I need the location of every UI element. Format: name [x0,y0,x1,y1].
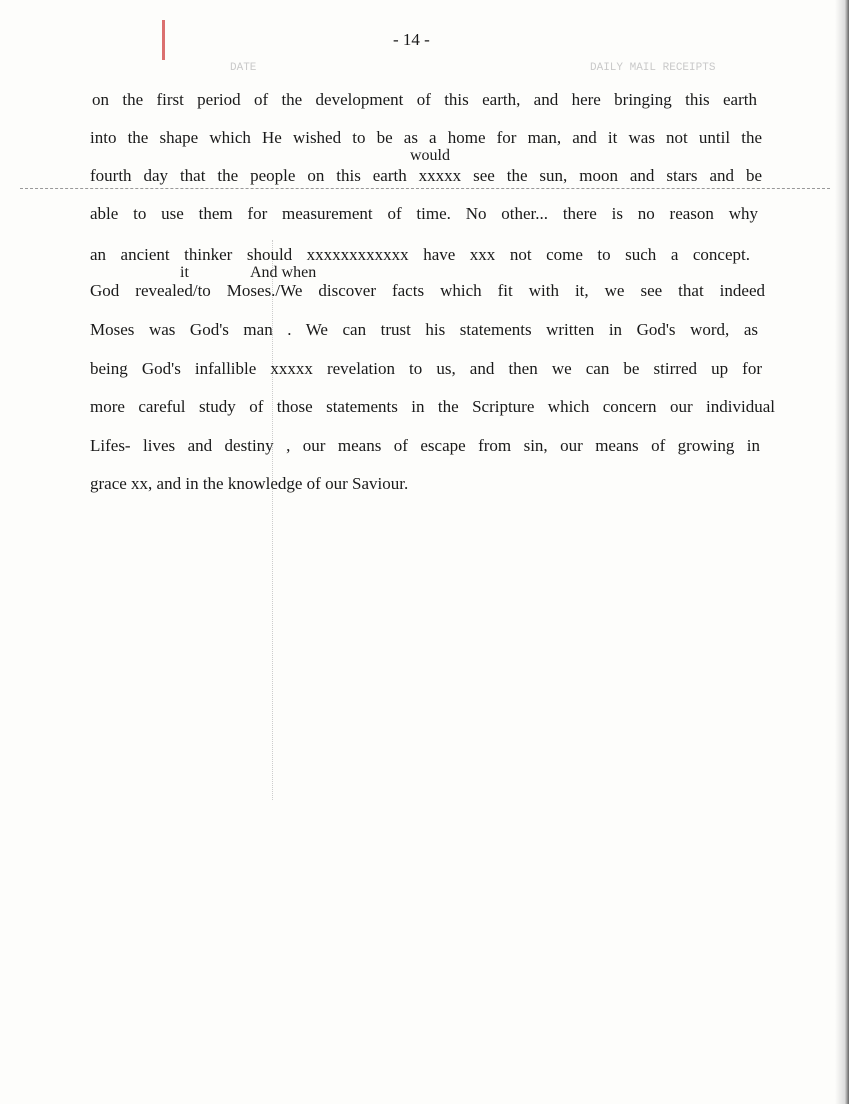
page-edge-shadow [835,0,849,1104]
text-line-7: Moses was God's man . We can trust his statements written in God's word, as [90,320,758,339]
insertion-would: would [410,147,450,164]
text-line-2: into the shape which He wished to be as a home for man, and it was not until the [90,128,762,147]
page-number: - 14 - [393,30,430,49]
text-line-10: Lifes- lives and destiny , our means of escape from sin, our means of growing in [90,436,760,455]
text-line-8: being God's infallible xxxxx revelation to us, and then we can be stirred up for [90,359,762,378]
text-line-11: grace xx, and in the knowledge of our Saviour. [90,474,409,493]
insertion-and-when: And when [250,264,317,281]
text-line-4: able to use them for measurement of time. No other... there is no reason why [90,204,758,223]
text-line-5: an ancient thinker should xxxxxxxxxxxx have xxx not come to such a concept. [90,245,750,264]
text-line-1: on the first period of the development of this earth, and here bringing this earth [92,90,757,109]
insertion-it: it [180,264,189,281]
text-line-3: fourth day that the people on this earth xxxxx see the sun, moon and stars and be [90,166,762,185]
dashed-divider [20,188,830,189]
margin-mark [162,20,165,60]
text-line-9: more careful study of those statements in the Scripture which concern our individual [90,397,775,416]
bleed-through-header-right: DAILY MAIL RECEIPTS [590,62,716,74]
bleed-through-header-left: DATE [230,62,257,74]
text-line-6: God revealed/to Moses./We discover facts which fit with it, we see that indeed [90,281,765,300]
